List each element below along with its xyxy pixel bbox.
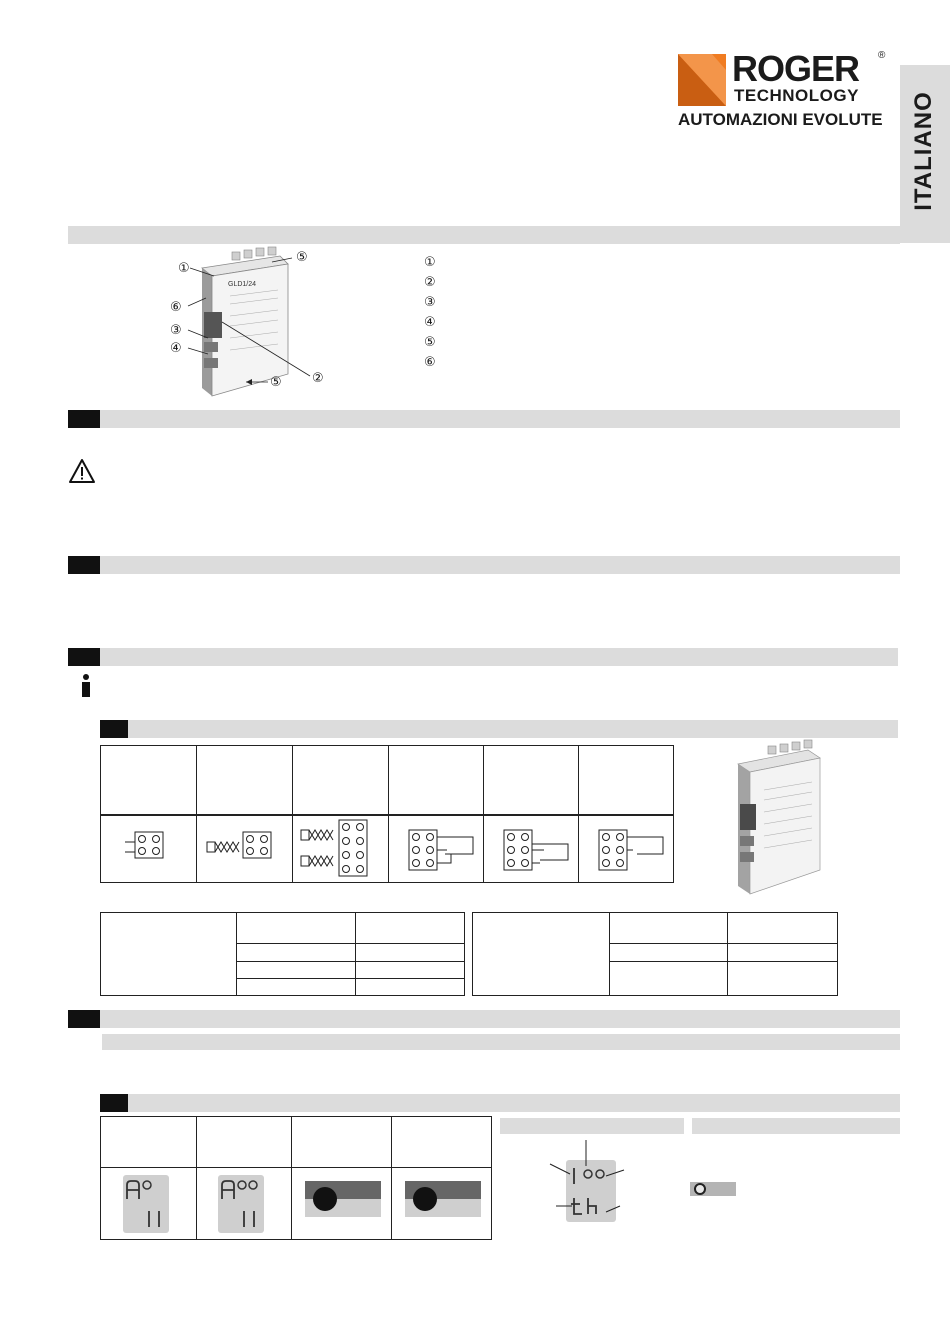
callout-5-bottom: ⑤ bbox=[270, 375, 282, 390]
section-bar-3 bbox=[68, 648, 898, 666]
display-header-bar bbox=[500, 1118, 684, 1134]
subsection-bar-3-1 bbox=[100, 720, 898, 738]
legend-item: ⑥ bbox=[424, 355, 436, 370]
lcd-display-a bbox=[123, 1175, 169, 1233]
product-figure bbox=[160, 246, 340, 400]
conn-header-cell bbox=[100, 745, 197, 815]
callout-4: ④ bbox=[170, 341, 182, 356]
legend-item: ④ bbox=[424, 315, 436, 330]
legend-list bbox=[424, 256, 454, 376]
relay-output-icon bbox=[389, 816, 483, 882]
callout-3: ③ bbox=[170, 323, 182, 338]
conn-header-cell bbox=[196, 745, 293, 815]
section-bar-0 bbox=[68, 226, 900, 244]
brand-name: ROGER bbox=[732, 48, 860, 89]
lcd-segments-icon bbox=[123, 1175, 169, 1233]
brand-tagline: AUTOMAZIONI EVOLUTE bbox=[678, 110, 883, 129]
subsection-bar-4-a bbox=[102, 1034, 900, 1050]
section-bar-1 bbox=[68, 410, 900, 428]
language-tab bbox=[900, 65, 950, 243]
subsection-bar-4-1 bbox=[100, 1094, 900, 1112]
callout-2: ② bbox=[312, 371, 324, 386]
brand-logo bbox=[678, 50, 888, 132]
led-indicator-b bbox=[405, 1181, 481, 1219]
section-bar-4 bbox=[68, 1010, 900, 1028]
roger-logo-mark-icon bbox=[678, 54, 726, 106]
spec-table-left bbox=[100, 912, 465, 996]
device-photo bbox=[716, 738, 836, 898]
led-header-bar bbox=[692, 1118, 900, 1134]
connection-table bbox=[100, 745, 676, 883]
legend-item: ③ bbox=[424, 295, 436, 310]
conn-header-cell bbox=[388, 745, 484, 815]
conn-diagram-cell bbox=[100, 815, 197, 883]
conn-diagram-cell bbox=[388, 815, 484, 883]
callout-1: ① bbox=[178, 261, 190, 276]
legend-item: ① bbox=[424, 255, 436, 270]
language-tab-label: ITALIANO bbox=[910, 91, 937, 211]
legend-item: ⑤ bbox=[424, 335, 436, 350]
warning-triangle-icon bbox=[68, 458, 96, 484]
brand-sub: TECHNOLOGY bbox=[734, 86, 859, 105]
conn-diagram-cell bbox=[196, 815, 293, 883]
loop-double-icon bbox=[293, 816, 388, 882]
spec-table-right bbox=[472, 912, 838, 996]
conn-header-cell bbox=[292, 745, 389, 815]
status-led-icon bbox=[694, 1183, 706, 1195]
brand-registered: ® bbox=[878, 50, 886, 61]
section-bar-2 bbox=[68, 556, 900, 574]
relay-output-icon bbox=[579, 816, 673, 882]
relay-output-icon bbox=[484, 816, 578, 882]
conn-diagram-cell bbox=[578, 815, 674, 883]
loop-single-icon bbox=[197, 816, 292, 882]
conn-header-cell bbox=[483, 745, 579, 815]
led-indicator-a bbox=[305, 1181, 381, 1219]
device-model-label: GLD1/24 bbox=[228, 281, 257, 288]
callout-6: ⑥ bbox=[170, 300, 182, 315]
terminal-2x2-icon bbox=[101, 816, 196, 882]
legend-item: ② bbox=[424, 275, 436, 290]
conn-header-cell bbox=[578, 745, 674, 815]
lcd-segments-icon bbox=[218, 1175, 264, 1233]
lcd-display-b bbox=[218, 1175, 264, 1233]
conn-diagram-cell bbox=[292, 815, 389, 883]
display-callout-diagram bbox=[544, 1140, 634, 1228]
callout-5-top: ⑤ bbox=[296, 250, 308, 265]
display-table bbox=[100, 1116, 492, 1240]
info-icon bbox=[80, 674, 92, 698]
status-led-bar bbox=[690, 1182, 736, 1196]
display-callout-lines bbox=[544, 1140, 634, 1228]
conn-diagram-cell bbox=[483, 815, 579, 883]
